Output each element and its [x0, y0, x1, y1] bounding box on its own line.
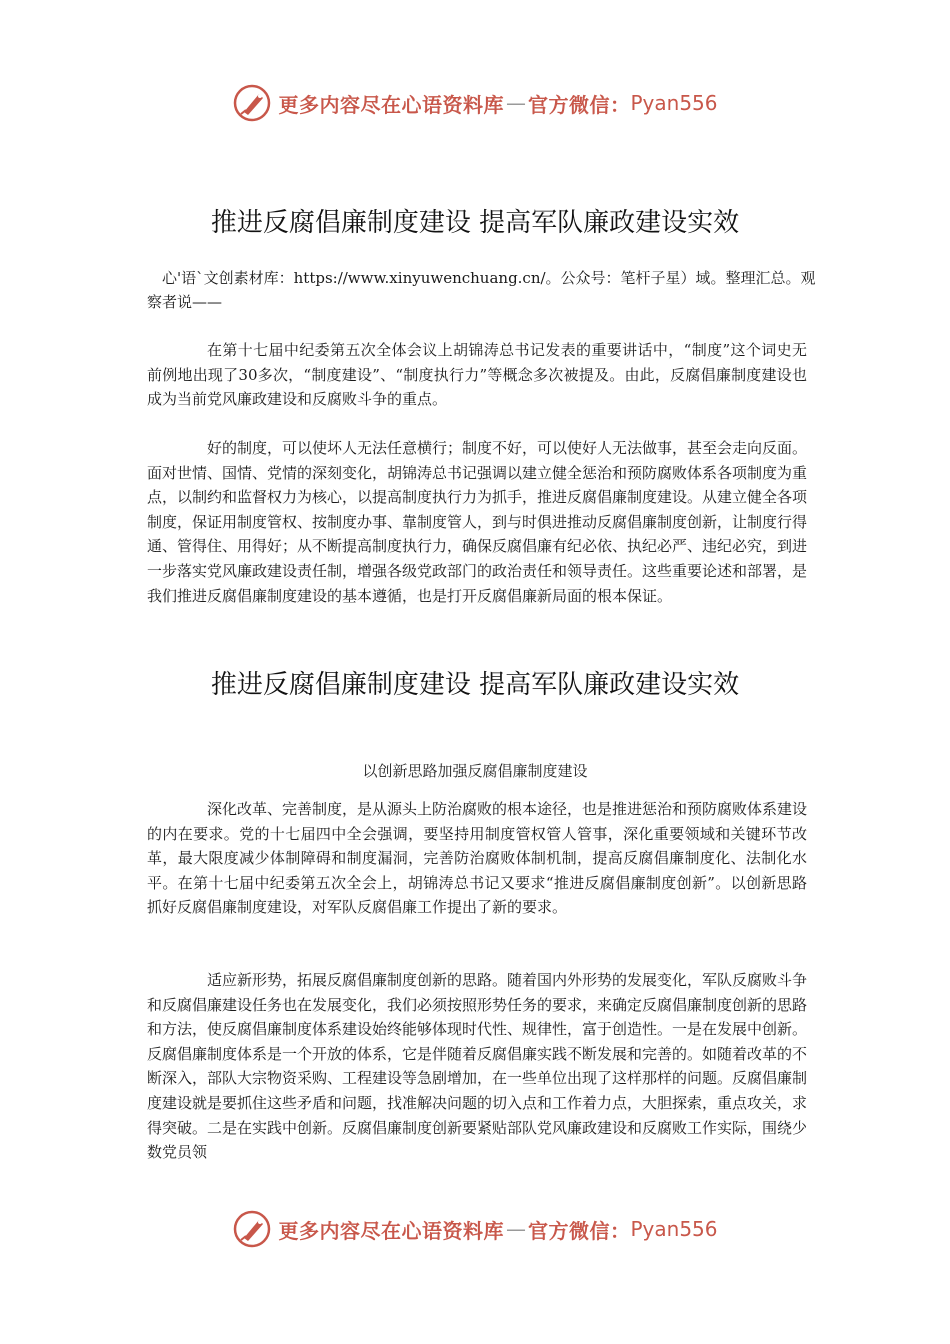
banner-separator: —: [505, 1217, 526, 1241]
footer-banner: [0, 1206, 950, 1252]
banner-text: 更多内容尽在心语资料库: [278, 92, 504, 117]
source-line: 心'语`文创素材库：https://www.xinyuwenchuang.cn/。公众号：笔杆子星）域。整理汇总。观察者说——: [147, 269, 816, 311]
body-paragraph-1: 深化改革、完善制度，是从源头上防治腐败的根本途径，也是推进惩治和预防腐败体系建设的内在要求。党的十七届四中全会强调，要坚持用制度管权管人管事，深化重要领域和关键环节改革，最大限度减少体制障碍和制度漏洞，完善防治腐败体制机制，提高反腐倡廉制度化、法制化水平。在第十七届中纪委第五次全会上，胡锦涛总书记又要求“推进反腐倡廉制度创新”。以创新思路抓好反腐倡廉制度建设，对军队反腐倡廉工作提出了新的要求。: [147, 800, 808, 917]
document-title: 推进反腐倡廉制度建设 提高军队廉政建设实效: [210, 208, 740, 238]
intro-paragraph-1: 在第十七届中纪委第五次全体会议上胡锦涛总书记发表的重要讲话中，“制度”这个词史无前例地出现了30多次，“制度建设”、“制度执行力”等概念多次被提及。由此，反腐倡廉制度建设也成为当前党风廉政建设和反腐败斗争的重点。: [147, 341, 807, 409]
pen-nib-logo-icon: [232, 1209, 272, 1249]
banner-wechat-label: 官方微信：: [527, 92, 631, 117]
banner-separator: —: [505, 91, 526, 115]
banner-wechat-id: Pyan556: [630, 91, 718, 115]
section-subtitle: 以创新思路加强反腐倡廉制度建设: [362, 762, 588, 780]
intro-paragraph-2: 好的制度，可以使坏人无法任意横行；制度不好，可以使好人无法做事，甚至会走向反面。面对世情、国情、党情的深刻变化，胡锦涛总书记强调以建立健全惩治和预防腐败体系各项制度为重点，以制约和监督权力为核心，以提高制度执行力为抓手，推进反腐倡廉制度建设。从建立健全各项制度，保证用制度管权、按制度办事、靠制度管人，到与时俱进推动反腐倡廉制度创新，让制度行得通、管得住、用得好；从不断提高制度执行力，确保反腐倡廉有纪必依、执纪必严、违纪必究，到进一步落实党风廉政建设责任制，增强各级党政部门的政治责任和领导责任。这些重要论述和部署，是我们推进反腐倡廉制度建设的基本遵循，也是打开反腐倡廉新局面的根本保证。: [147, 439, 808, 605]
body-paragraph-2: 适应新形势，拓展反腐倡廉制度创新的思路。随着国内外形势的发展变化，军队反腐败斗争和反腐倡廉建设任务也在发展变化，我们必须按照形势任务的要求，来确定反腐倡廉制度创新的思路和方法，使反腐倡廉制度体系建设始终能够体现时代性、规律性，富于创造性。一是在发展中创新。反腐倡廉制度体系是一个开放的体系，它是伴随着反腐倡廉实践不断发展和完善的。如随着改革的不断深入，部队大宗物资采购、工程建设等急剧增加，在一些单位出现了这样那样的问题。反腐倡廉制度建设就是要抓住这些矛盾和问题，找准解决问题的切入点和工作着力点，大胆探索，重点攻关，求得突破。二是在实践中创新。反腐倡廉制度创新要紧贴部队党风廉政建设和反腐败工作实际，围绕少数党员领: [147, 971, 808, 1162]
banner-wechat-id: Pyan556: [630, 1217, 718, 1241]
header-banner: [0, 80, 950, 126]
banner-text: 更多内容尽在心语资料库: [278, 1218, 504, 1243]
banner-wechat-label: 官方微信：: [527, 1218, 631, 1243]
section-title: 推进反腐倡廉制度建设 提高军队廉政建设实效: [210, 670, 740, 700]
pen-nib-logo-icon: [232, 83, 272, 123]
